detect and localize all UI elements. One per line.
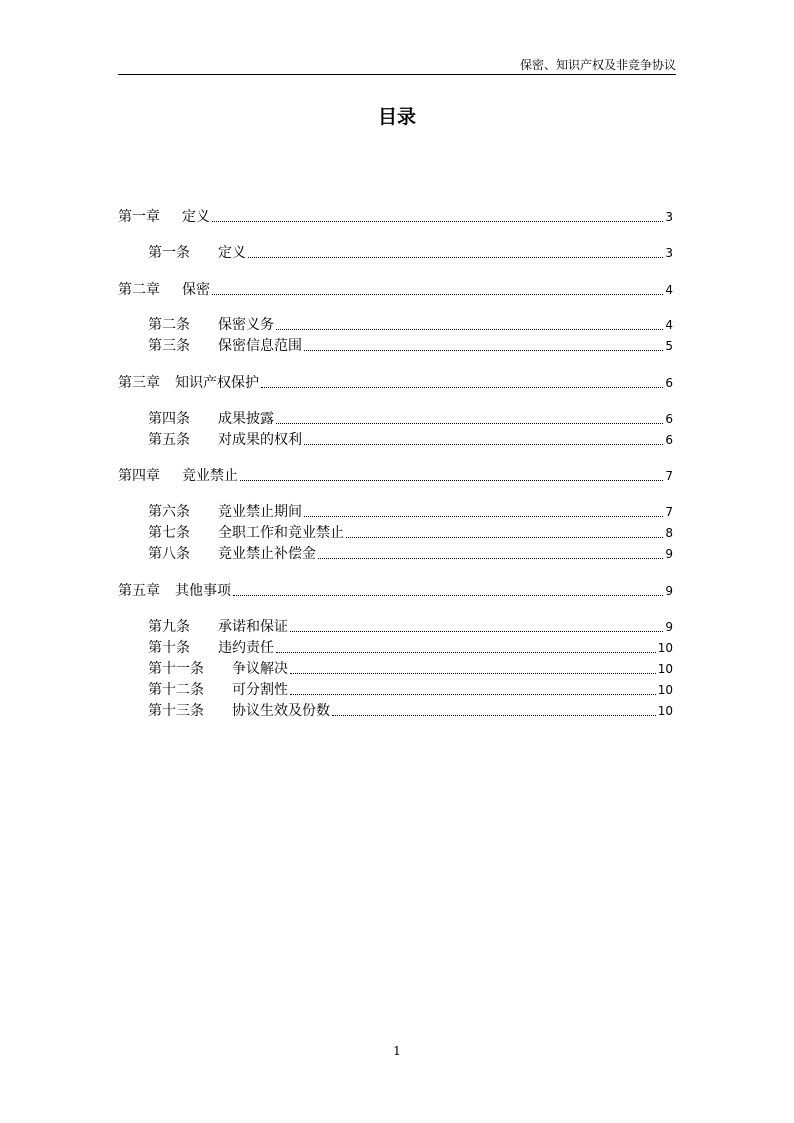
toc-number: 第四章 <box>118 468 160 484</box>
toc-number: 第一条 <box>148 245 190 261</box>
toc-number: 第三条 <box>148 338 190 354</box>
toc-number: 第七条 <box>148 525 190 541</box>
toc-title: 承诺和保证 <box>218 619 288 635</box>
dot-leader <box>240 480 663 481</box>
dot-leader <box>276 652 656 653</box>
toc-article-5[interactable] <box>148 431 673 449</box>
toc-title: 定义 <box>218 245 246 261</box>
toc-title: 成果披露 <box>218 411 274 427</box>
toc-title: 协议生效及份数 <box>232 703 330 719</box>
toc-number: 第十一条 <box>148 661 204 677</box>
toc-article-7[interactable] <box>148 524 673 542</box>
toc-number: 第八条 <box>148 546 190 562</box>
toc-page-number: 5 <box>665 339 673 353</box>
dot-leader <box>318 558 663 559</box>
toc-title: 竞业禁止 <box>182 468 238 484</box>
toc-number: 第四条 <box>148 411 190 427</box>
toc-page-number: 6 <box>665 433 673 447</box>
toc-page-number: 4 <box>665 283 673 297</box>
toc-page-number: 10 <box>657 683 673 697</box>
toc-article-6[interactable] <box>148 503 673 521</box>
toc-title: 保密 <box>182 282 210 298</box>
toc-article-4[interactable] <box>148 410 673 428</box>
toc-page-number: 9 <box>665 584 673 598</box>
dot-leader <box>248 257 663 258</box>
toc-title: 争议解决 <box>232 661 288 677</box>
toc-number: 第一章 <box>118 209 160 225</box>
toc-article-1[interactable] <box>148 244 673 262</box>
toc-title: 对成果的权利 <box>218 432 302 448</box>
dot-leader <box>290 631 663 632</box>
toc-page-number: 9 <box>665 547 673 561</box>
toc-number: 第五条 <box>148 432 190 448</box>
toc-page-number: 3 <box>665 246 673 260</box>
toc-chapter-2[interactable] <box>118 281 673 299</box>
toc-page-number: 4 <box>665 318 673 332</box>
dot-leader <box>276 329 663 330</box>
toc-page-number: 6 <box>665 376 673 390</box>
page-title: 目录 <box>377 106 416 128</box>
toc-article-12[interactable] <box>148 681 673 699</box>
toc-number: 第九条 <box>148 619 190 635</box>
toc-title: 可分割性 <box>232 682 288 698</box>
header-rule <box>118 74 676 75</box>
dot-leader <box>304 444 663 445</box>
toc-page-number: 10 <box>657 641 673 655</box>
toc-page-number: 6 <box>665 412 673 426</box>
dot-leader <box>332 715 656 716</box>
toc-article-11[interactable] <box>148 660 673 678</box>
toc-article-8[interactable] <box>148 545 673 563</box>
toc-number: 第三章 <box>118 375 160 391</box>
toc-page-number: 8 <box>665 526 673 540</box>
toc-title: 违约责任 <box>218 640 274 656</box>
toc-page-number: 10 <box>657 704 673 718</box>
toc-article-9[interactable] <box>148 618 673 636</box>
toc-title: 定义 <box>182 209 210 225</box>
toc-article-13[interactable] <box>148 702 673 720</box>
toc-title: 竞业禁止补偿金 <box>218 546 316 562</box>
toc-title: 知识产权保护 <box>175 375 259 391</box>
toc-number: 第十二条 <box>148 682 204 698</box>
toc-article-3[interactable] <box>148 337 673 355</box>
dot-leader <box>276 423 663 424</box>
running-header: 保密、知识产权及非竞争协议 <box>519 58 676 72</box>
toc-chapter-5[interactable] <box>118 582 673 600</box>
toc-chapter-4[interactable] <box>118 467 673 485</box>
toc-number: 第二条 <box>148 317 190 333</box>
toc-article-2[interactable] <box>148 316 673 334</box>
dot-leader <box>304 350 663 351</box>
dot-leader <box>304 516 663 517</box>
toc-title: 保密信息范围 <box>218 338 302 354</box>
toc-number: 第十条 <box>148 640 190 656</box>
toc-number: 第五章 <box>118 583 160 599</box>
toc-page-number: 3 <box>665 210 673 224</box>
toc-number: 第十三条 <box>148 703 204 719</box>
toc-page-number: 7 <box>665 469 673 483</box>
toc-page-number: 7 <box>665 505 673 519</box>
toc-page-number: 10 <box>657 662 673 676</box>
toc-title: 保密义务 <box>218 317 274 333</box>
dot-leader <box>212 294 663 295</box>
dot-leader <box>290 694 656 695</box>
toc-number: 第六条 <box>148 504 190 520</box>
page-number: 1 <box>393 1044 401 1058</box>
toc-number: 第二章 <box>118 282 160 298</box>
toc-title: 竞业禁止期间 <box>218 504 302 520</box>
toc-chapter-3[interactable] <box>118 374 673 392</box>
dot-leader <box>346 537 663 538</box>
dot-leader <box>261 387 663 388</box>
toc-title: 其他事项 <box>175 583 231 599</box>
dot-leader <box>233 595 663 596</box>
toc-page-number: 9 <box>665 620 673 634</box>
toc-title: 全职工作和竞业禁止 <box>218 525 344 541</box>
toc-article-10[interactable] <box>148 639 673 657</box>
dot-leader <box>290 673 656 674</box>
toc-chapter-1[interactable] <box>118 208 673 226</box>
dot-leader <box>212 221 663 222</box>
